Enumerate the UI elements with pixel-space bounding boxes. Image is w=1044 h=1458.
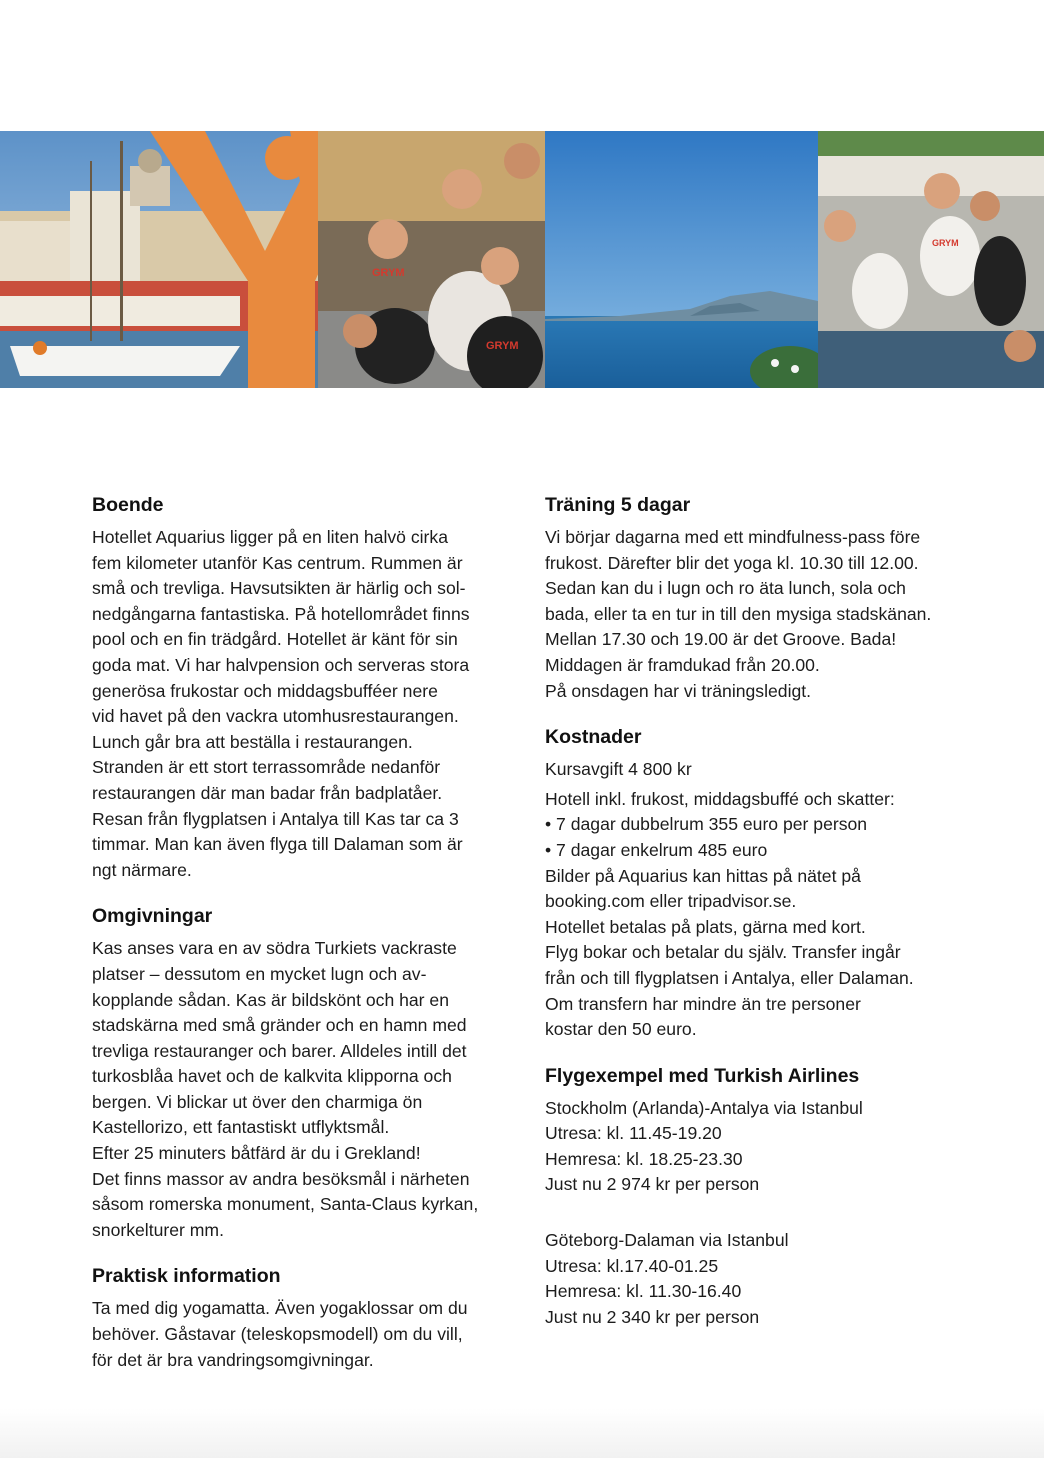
text-line: Bilder på Aquarius kan hittas på nätet på: [545, 865, 861, 886]
text-line: Vi börjar dagarna med ett mindfulness-pass före: [545, 527, 921, 547]
section-flyg: [545, 1063, 965, 1331]
text-line: Resan från flygplatsen i Antalya till Kas tar ca 3: [92, 808, 459, 829]
text-line: Kastellorizo, ett fantastiskt utflyktsmål.: [92, 1117, 390, 1138]
text-line: från och till flygplatsen i Antalya, eller Dalaman.: [545, 967, 914, 988]
text-line: Om transfern har mindre än tre personer: [545, 993, 861, 1014]
text-line: Efter 25 minuters båtfärd är du i Grekland!: [92, 1143, 421, 1164]
text-line: ngt närmare.: [92, 859, 192, 880]
text-line: Stranden är ett stort terrassområde nedanför: [92, 757, 441, 778]
text-line: små och trevliga. Havsutsikten är härlig och sol-: [92, 578, 466, 599]
text-line: På onsdagen har vi träningsledigt.: [545, 680, 812, 701]
flight-route-1: [545, 1096, 965, 1198]
text-line: stadskärna med små gränder och en hamn med: [92, 1015, 467, 1036]
heading-omgivningar: Omgivningar: [92, 905, 213, 928]
text-line: Hotellet Aquarius ligger på en liten halvö cirka: [92, 527, 448, 547]
text-line: goda mat. Vi har halvpension och serveras stora: [92, 654, 470, 675]
group-photo: [318, 131, 545, 388]
text-line: Sedan kan du i lugn och ro äta lunch, sola och: [545, 578, 906, 599]
text-line: för det är bra vandringsomgivningar.: [92, 1349, 374, 1370]
heading-praktisk: Praktisk information: [92, 1265, 281, 1288]
text-line: såsom romerska monument, Santa-Claus kyrkan,: [92, 1194, 479, 1215]
flight-route-2: [545, 1228, 965, 1330]
text-line: Göteborg-Dalaman via Istanbul: [545, 1230, 789, 1251]
section-traning: [545, 492, 965, 704]
text-line: fem kilometer utanför Kas centrum. Rummen är: [92, 552, 463, 573]
text-line: Flyg bokar och betalar du själv. Transfer ingår: [545, 942, 901, 963]
text-line: Ta med dig yogamatta. Även yogaklossar om du: [92, 1298, 468, 1319]
shirt-text: GRYM: [486, 340, 519, 352]
text-line: Lunch går bra att beställa i restaurangen.: [92, 731, 413, 752]
text-line: bergen. Vi blickar ut över den charmiga ön: [92, 1091, 423, 1112]
course-fee: Kursavgift 4 800 kr: [545, 759, 692, 780]
page-bottom-shade: [0, 1408, 1044, 1458]
right-column: [545, 492, 965, 1350]
text-line: Det finns massor av andra besöksmål i närheten: [92, 1168, 470, 1189]
text-line: Hotellet betalas på plats, gärna med kort.: [545, 916, 866, 937]
section-omgivningar: [92, 903, 512, 1243]
omgivningar-text: [92, 936, 512, 1243]
text-line: • 7 dagar enkelrum 485 euro: [545, 839, 768, 860]
text-line: booking.com eller tripadvisor.se.: [545, 891, 797, 912]
text-line: • 7 dagar dubbelrum 355 euro per person: [545, 814, 868, 835]
text-line: Just nu 2 340 kr per person: [545, 1306, 760, 1327]
heading-boende: Boende: [92, 494, 164, 516]
shirt-text: GRYM: [932, 238, 959, 248]
text-line: Hemresa: kl. 18.25-23.30: [545, 1148, 743, 1169]
photo-banner: [0, 131, 1044, 388]
text-line: snorkelturer mm.: [92, 1219, 224, 1240]
text-line: Utresa: kl. 11.45-19.20: [545, 1123, 722, 1144]
left-column: [92, 492, 512, 1393]
boende-text: [92, 525, 512, 883]
text-line: vid havet på den vackra utomhusrestaurangen.: [92, 706, 459, 727]
sea-photo: [545, 131, 830, 388]
text-line: timmar. Man kan även flyga till Dalaman som är: [92, 834, 463, 855]
spacer: [545, 1198, 965, 1228]
traning-text: [545, 525, 965, 704]
section-praktisk: [92, 1263, 512, 1373]
text-line: generösa frukostar och middagsbufféer nere: [92, 680, 438, 701]
text-line: Utresa: kl.17.40-01.25: [545, 1255, 719, 1276]
text-line: kopplande sådan. Kas är bildskönt och har en: [92, 989, 450, 1010]
text-line: Hotell inkl. frukost, middagsbuffé och skatter:: [545, 788, 895, 809]
text-line: trevliga restauranger och barer. Alldeles intill det: [92, 1040, 467, 1061]
text-line: platser – dessutom en mycket lugn och av-: [92, 963, 427, 984]
group-photo-right: [818, 131, 1044, 388]
text-line: Hemresa: kl. 11.30-16.40: [545, 1281, 742, 1302]
text-line: Mellan 17.30 och 19.00 är det Groove. Bada!: [545, 629, 897, 650]
text-line: Just nu 2 974 kr per person: [545, 1174, 760, 1195]
text-line: nedgångarna fantastiska. På hotellområdet finns: [92, 603, 470, 624]
text-line: frukost. Därefter blir det yoga kl. 10.30 till 12.00.: [545, 552, 919, 573]
text-line: bada, eller ta en tur in till den mysiga stadskänan.: [545, 603, 932, 624]
heading-flyg: Flygexempel med Turkish Airlines: [545, 1064, 860, 1087]
text-line: Middagen är framdukad från 20.00.: [545, 654, 820, 675]
text-line: pool och en fin trädgård. Hotellet är känt för sin: [92, 629, 458, 650]
section-kostnader: [545, 724, 965, 1043]
shirt-text: GRYM: [372, 267, 405, 279]
heading-traning: Träning 5 dagar: [545, 494, 691, 516]
text-line: behöver. Gåstavar (teleskopsmodell) om du vill,: [92, 1324, 463, 1345]
praktisk-text: [92, 1296, 512, 1373]
text-line: restaurangen där man badar från badplatåer.: [92, 782, 443, 803]
heading-kostnader: Kostnader: [545, 726, 642, 749]
text-line: Stockholm (Arlanda)-Antalya via Istanbul: [545, 1097, 863, 1118]
section-boende: [92, 492, 512, 883]
text-line: kostar den 50 euro.: [545, 1019, 697, 1040]
text-line: Kas anses vara en av södra Turkiets vackraste: [92, 938, 457, 959]
kostnader-text: [545, 757, 965, 1043]
text-line: turkosblåa havet och de kalkvita klipporna och: [92, 1066, 452, 1087]
